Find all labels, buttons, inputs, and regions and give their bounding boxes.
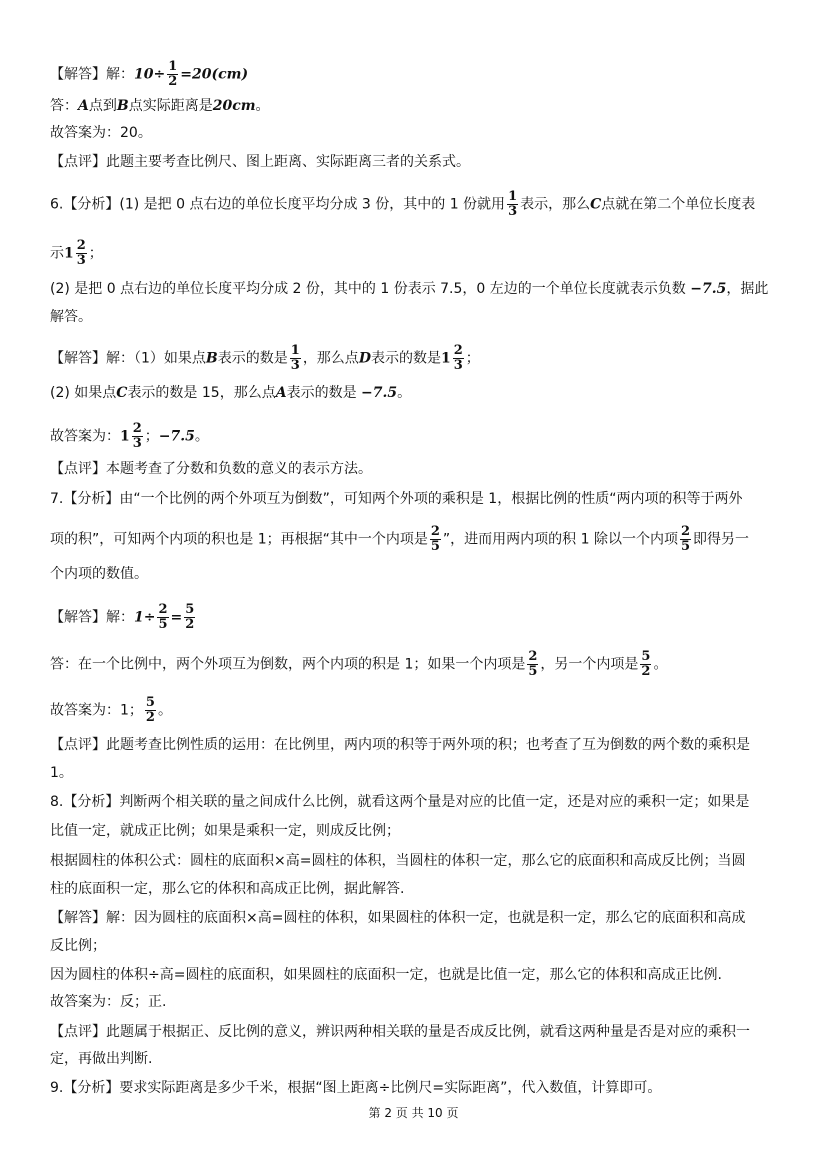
text-line [50, 489, 742, 509]
text-line [50, 992, 166, 1012]
text-segment: 。 [194, 428, 209, 445]
text-segment: 6.【分析】(1) 是把 0 点右边的单位长度平均分成 3 份，其中的 1 份就用 [50, 196, 506, 213]
fraction-numerator: 2 [528, 649, 538, 664]
text-segment: 【点评】此题考查比例性质的运用：在比例里，两内项的积等于两外项的积；也考查了互为倒数的两个数的乘积是 [50, 737, 750, 753]
text-segment: 【点评】此题属于根据正、反比例的意义，辨识两种相关联的量是否成反比例，就看这两种量是否是对应的乘积一 [50, 1024, 750, 1040]
text-line [50, 1049, 152, 1069]
text-segment: 故答案为：20。 [50, 125, 152, 141]
text-line [50, 123, 152, 143]
fraction-denominator: 2 [168, 74, 178, 89]
fraction-denominator: 5 [680, 539, 691, 554]
fraction-numerator: 1 [168, 59, 178, 74]
fraction-denominator: 2 [145, 710, 155, 725]
text-segment: 表示的数是 [370, 350, 441, 367]
text-line [50, 279, 768, 299]
text-line [50, 422, 209, 451]
text-segment: 项的积”，可知两个内项的积也是 1；再根据“其中一个内项是 [50, 531, 428, 548]
fraction [290, 344, 301, 373]
text-segment: 故答案为：1； [50, 702, 143, 719]
text-segment: 1。 [50, 765, 73, 781]
text-line [50, 564, 148, 584]
fraction [167, 60, 178, 89]
text-segment: 解答。 [50, 309, 92, 325]
text-line [50, 603, 197, 632]
math-expression: A [78, 98, 89, 114]
math-expression: 10÷ [134, 66, 166, 83]
text-segment: 点到 [88, 98, 117, 114]
text-segment: 9.【分析】要求实际距离是多少千米，根据“图上距离÷比例尺=实际距离”，代入数值，计算即可。 [50, 1080, 662, 1096]
text-segment: ，据此 [726, 281, 769, 297]
text-segment: 反比例； [50, 938, 106, 954]
fraction-denominator: 3 [508, 204, 518, 219]
text-segment: 表示的数是 [286, 385, 362, 401]
math-expression: C [590, 196, 602, 213]
text-segment: 答： [50, 98, 78, 114]
text-segment: 表示的数是 15，那么点 [127, 385, 276, 401]
text-segment: 【解答】解：因为圆柱的底面积×高=圆柱的体积，如果圆柱的体积一定，也就是积一定，那么它的底面积和高成 [50, 910, 746, 926]
text-line [50, 383, 411, 403]
text-segment: 表示，那么 [520, 196, 591, 213]
text-line [50, 851, 745, 871]
text-line [50, 763, 73, 783]
fraction-numerator: 2 [680, 524, 691, 539]
math-expression: B [205, 350, 218, 367]
text-line [50, 152, 470, 172]
text-segment: 【点评】此题主要考查比例尺、图上距离、实际距离三者的关系式。 [50, 154, 470, 170]
math-number: 1 [64, 245, 74, 262]
text-segment: ，另一个内项是 [540, 656, 639, 673]
fraction [680, 525, 691, 554]
text-line [50, 696, 172, 725]
fraction-numerator: 2 [430, 524, 440, 539]
fraction-numerator: 1 [508, 189, 518, 204]
fraction [640, 650, 651, 679]
text-segment: 即得另一 [693, 531, 750, 548]
text-line [50, 908, 745, 928]
fraction [430, 525, 441, 554]
text-line [50, 459, 372, 479]
math-number: 1 [120, 428, 130, 445]
math-expression: C [116, 385, 128, 401]
text-line [50, 344, 480, 373]
text-segment: 比值一定，就成正比例；如果是乘积一定，则成反比例； [50, 823, 400, 839]
text-segment: 【解答】解： [50, 66, 134, 83]
text-line [50, 936, 106, 956]
math-expression: −7.5 [690, 281, 727, 297]
text-segment: (2) 如果点 [50, 385, 117, 401]
math-expression: −7.5 [361, 385, 398, 401]
text-line [50, 650, 667, 679]
fraction-denominator: 3 [453, 358, 463, 373]
fraction-denominator: 5 [528, 664, 538, 679]
fraction-denominator: 2 [185, 617, 195, 632]
text-segment: 个内项的数值。 [50, 566, 148, 582]
math-number: 1 [440, 350, 451, 367]
text-segment: (2) 是把 0 点右边的单位长度平均分成 2 份，其中的 1 份表示 7.5，0 左边的一个单位长度就表示负数 [50, 281, 691, 297]
text-line [50, 190, 755, 219]
text-line [50, 1022, 750, 1042]
math-expression: −7.5 [158, 428, 195, 445]
text-segment: 7.【分析】由“一个比例的两个外项互为倒数”，可知两个外项的乘积是 1，根据比例的性质“两内项的积等于两外 [50, 491, 743, 507]
text-segment: ； [144, 428, 159, 445]
fraction [184, 603, 195, 632]
fraction-numerator: 2 [158, 602, 168, 617]
text-segment: 定，再做出判断. [50, 1051, 153, 1067]
fraction-denominator: 5 [430, 539, 440, 554]
text-line [50, 525, 749, 554]
fraction [157, 603, 168, 632]
fraction [132, 422, 143, 451]
text-segment: ； [465, 350, 480, 367]
text-segment: 点就在第二个单位长度表 [601, 196, 756, 213]
fraction-numerator: 5 [185, 602, 195, 617]
text-segment: 。 [157, 702, 172, 719]
text-segment: 因为圆柱的体积÷高=圆柱的底面积，如果圆柱的底面积一定，也就是比值一定，那么它的体积和高成正比例. [50, 967, 722, 983]
text-segment: 故答案为：反；正. [50, 994, 167, 1010]
text-segment: 示 [50, 245, 64, 262]
text-line [50, 307, 92, 327]
page-footer: 第 2 页 共 10 页 [368, 1106, 459, 1120]
fraction [527, 650, 538, 679]
text-segment: ，那么点 [302, 350, 359, 367]
text-line [50, 96, 270, 116]
fraction-numerator: 2 [453, 343, 463, 358]
text-line [50, 60, 248, 89]
fraction [453, 344, 464, 373]
text-segment: 【点评】本题考查了分数和负数的意义的表示方法。 [50, 461, 372, 477]
math-expression: 20cm [212, 98, 256, 114]
math-expression: D [358, 350, 371, 367]
text-line [50, 965, 722, 985]
text-segment: 。 [397, 385, 412, 401]
fraction [76, 239, 87, 268]
math-expression: B [116, 98, 129, 114]
fraction-numerator: 5 [145, 695, 155, 710]
text-line [50, 735, 750, 755]
text-line [50, 821, 400, 841]
fraction-numerator: 1 [290, 343, 300, 358]
text-segment: 。 [255, 98, 270, 114]
text-segment: 故答案为： [50, 428, 120, 445]
text-line [50, 239, 103, 268]
text-line [50, 1078, 661, 1098]
math-expression: = [170, 609, 183, 626]
math-expression: =20(cm) [180, 66, 249, 83]
fraction-denominator: 3 [132, 436, 142, 451]
fraction-denominator: 5 [158, 617, 168, 632]
text-segment: 点实际距离是 [128, 98, 213, 114]
fraction [145, 696, 156, 725]
fraction-numerator: 2 [132, 421, 142, 436]
text-segment: 柱的底面积一定，那么它的体积和高成正比例，据此解答. [50, 881, 405, 897]
fraction-denominator: 2 [641, 664, 651, 679]
fraction-denominator: 3 [290, 358, 300, 373]
text-segment: ； [88, 245, 103, 262]
text-segment: 表示的数是 [217, 350, 288, 367]
text-segment: 答：在一个比例中，两个外项互为倒数，两个内项的积是 1；如果一个内项是 [50, 656, 526, 673]
fraction-numerator: 2 [76, 238, 86, 253]
text-segment: 8.【分析】判断两个相关联的量之间成什么比例，就看这两个量是对应的比值一定，还是对应的乘积一定；如果是 [50, 794, 750, 810]
fraction [507, 190, 518, 219]
text-segment: ”，进而用两内项的积 1 除以一个内项 [442, 531, 678, 548]
text-segment: 【解答】解： [50, 609, 134, 626]
fraction-denominator: 3 [76, 253, 86, 268]
text-segment: 。 [653, 656, 668, 673]
text-segment: 【解答】解：（1）如果点 [50, 350, 206, 367]
math-expression: 1÷ [134, 609, 156, 626]
math-expression: A [275, 385, 287, 401]
text-segment: 根据圆柱的体积公式：圆柱的底面积×高=圆柱的体积，当圆柱的体积一定，那么它的底面积和高成反比例；当圆 [50, 853, 746, 869]
text-line [50, 792, 749, 812]
fraction-numerator: 5 [641, 649, 651, 664]
text-line [50, 879, 404, 899]
